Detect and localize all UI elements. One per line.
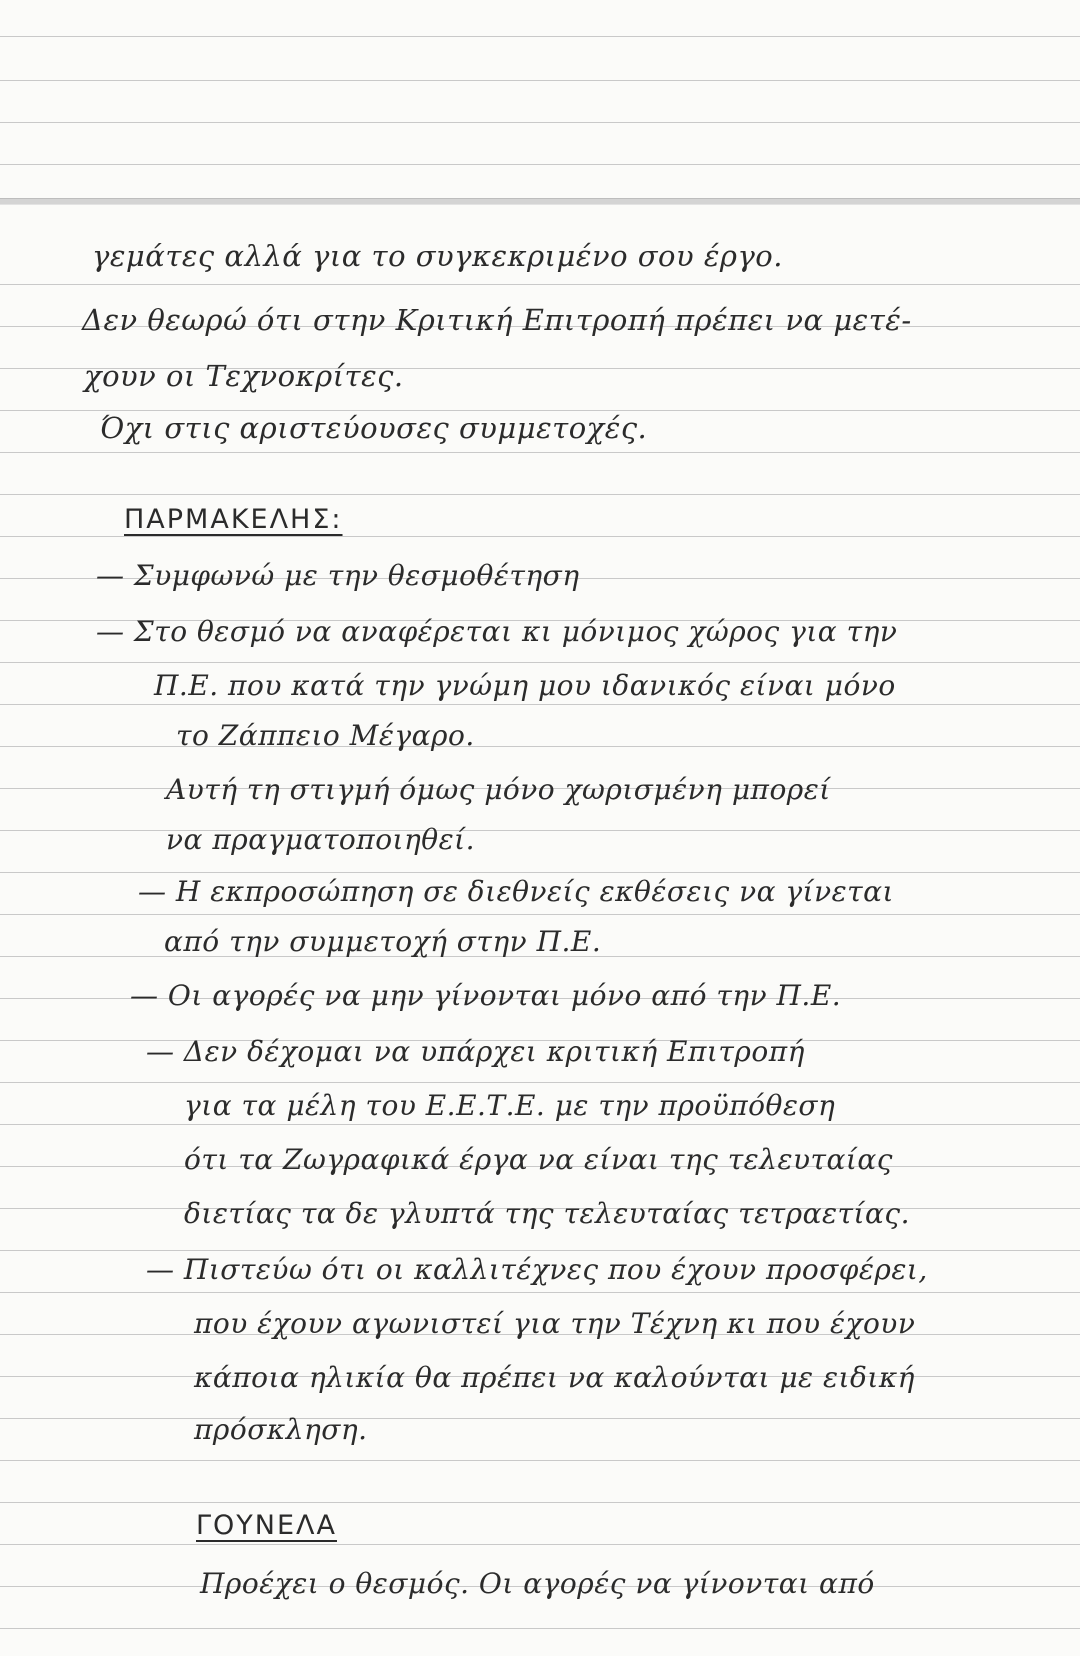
handwritten-line: — Συμφωνώ με την θεσμοθέτηση xyxy=(96,559,580,592)
ruled-line xyxy=(0,1418,1080,1419)
ruled-line xyxy=(0,80,1080,81)
speaker-heading: ΓΟΥΝΕΛΑ xyxy=(196,1510,337,1541)
ruled-line xyxy=(0,662,1080,663)
ruled-line xyxy=(0,1292,1080,1293)
ruled-line xyxy=(0,746,1080,747)
handwritten-line: γεμάτες αλλά για το συγκεκριμένο σου έργο. xyxy=(92,239,783,273)
handwritten-line: να πραγματοποιηθεί. xyxy=(166,823,476,856)
handwritten-line: — Δεν δέχομαι να υπάρχει κριτική Επιτροπή xyxy=(146,1035,805,1068)
ruled-line xyxy=(0,494,1080,495)
ruled-line xyxy=(0,1628,1080,1629)
ruled-line xyxy=(0,1460,1080,1461)
handwritten-line: που έχουν αγωνιστεί για την Τέχνη κι που έχουν xyxy=(194,1307,916,1340)
handwritten-line: διετίας τα δε γλυπτά της τελευταίας τετραετίας. xyxy=(184,1197,910,1230)
ruled-line xyxy=(0,914,1080,915)
ruled-line xyxy=(0,164,1080,165)
handwritten-line: το Ζάππειο Μέγαρο. xyxy=(176,719,475,752)
ruled-line xyxy=(0,1502,1080,1503)
handwritten-line: Όχι στις αριστεύουσες συμμετοχές. xyxy=(100,411,648,445)
speaker-heading: ΠΑΡΜΑΚΕΛΗΣ: xyxy=(124,504,343,535)
handwritten-line: από την συμμετοχή στην Π.Ε. xyxy=(164,925,602,958)
handwritten-line: ότι τα Ζωγραφικά έργα να είναι της τελευταίας xyxy=(184,1143,893,1176)
handwritten-line: — Οι αγορές να μην γίνονται μόνο από την Π.Ε. xyxy=(130,979,842,1012)
page-fold xyxy=(0,198,1080,205)
handwritten-line: χουν οι Τεχνοκρίτες. xyxy=(84,359,404,393)
handwritten-line: κάποια ηλικία θα πρέπει να καλούνται με ειδική xyxy=(194,1361,915,1394)
handwritten-line: για τα μέλη του Ε.Ε.Τ.Ε. με την προϋπόθεση xyxy=(184,1089,836,1122)
handwritten-line: Αυτή τη στιγμή όμως μόνο χωρισμένη μπορεί xyxy=(166,773,831,806)
handwritten-line: πρόσκληση. xyxy=(194,1413,368,1446)
ruled-line xyxy=(0,36,1080,37)
ruled-line xyxy=(0,284,1080,285)
handwritten-line: Π.Ε. που κατά την γνώμη μου ιδανικός είναι μόνο xyxy=(154,669,896,702)
ruled-line xyxy=(0,1082,1080,1083)
ruled-line xyxy=(0,122,1080,123)
handwritten-line: — Στο θεσμό να αναφέρεται κι μόνιμος χώρος για την xyxy=(96,615,898,648)
handwritten-line: — Πιστεύω ότι οι καλλιτέχνες που έχουν προσφέρει, xyxy=(146,1253,928,1286)
ruled-line xyxy=(0,830,1080,831)
handwritten-line: Δεν θεωρώ ότι στην Κριτική Επιτροπή πρέπει να μετέ- xyxy=(82,303,912,337)
ruled-line xyxy=(0,452,1080,453)
handwritten-line: Προέχει ο θεσμός. Οι αγορές να γίνονται από xyxy=(200,1567,875,1600)
handwritten-line: — Η εκπροσώπηση σε διεθνείς εκθέσεις να γίνεται xyxy=(138,875,895,908)
ruled-line xyxy=(0,1544,1080,1545)
